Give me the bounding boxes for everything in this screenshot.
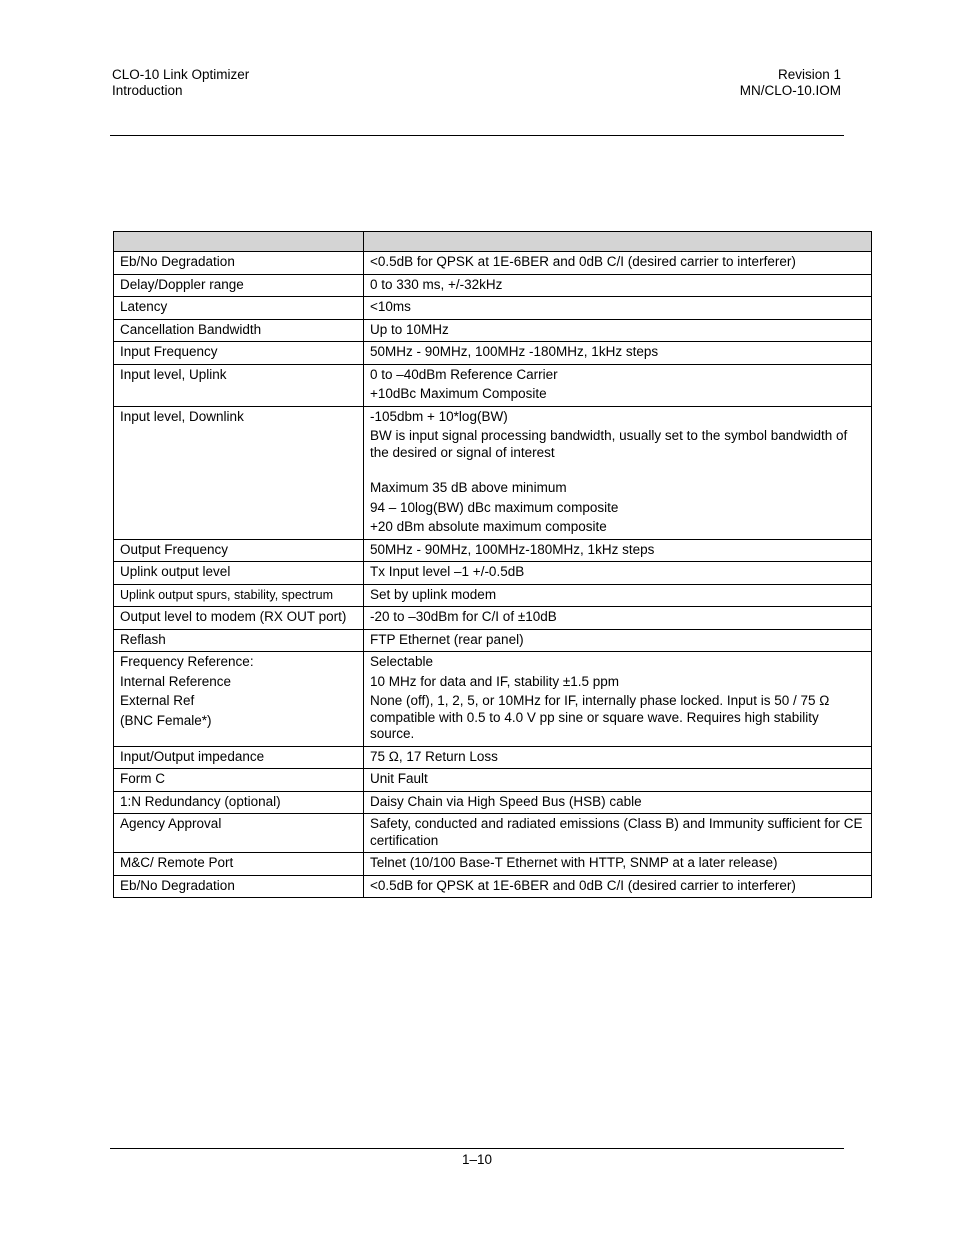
parameter-cell [114, 539, 364, 562]
specification-cell [364, 342, 872, 365]
parameter-cell [114, 791, 364, 814]
cell-text: Telnet (10/100 Base-T Ethernet with HTTP, SNMP at a later release) [370, 855, 778, 870]
table-header-cell-parameter [114, 232, 364, 252]
cell-text: Input Frequency [120, 344, 218, 359]
table-row [114, 274, 872, 297]
parameter-cell [114, 853, 364, 876]
parameter-cell [114, 746, 364, 769]
page-header-left [112, 67, 249, 99]
cell-text: Maximum 35 dB above minimum [370, 480, 567, 495]
parameter-cell [114, 769, 364, 792]
specification-cell [364, 562, 872, 585]
table-row [114, 875, 872, 898]
cell-text: Output level to modem (RX OUT port) [120, 609, 347, 624]
specifications-table [113, 231, 872, 898]
blank-line [370, 461, 865, 477]
cell-text: <0.5dB for QPSK at 1E-6BER and 0dB C/I (desired carrier to interferer) [370, 877, 796, 893]
specification-cell [364, 746, 872, 769]
cell-text: Reflash [120, 631, 166, 647]
cell-text: Input level, Uplink [120, 366, 227, 382]
specification-cell [364, 769, 872, 792]
table-row [114, 364, 872, 406]
cell-text: Selectable [370, 654, 434, 669]
table-row [114, 769, 872, 792]
cell-text: Form C [120, 771, 165, 786]
cell-text: Input/Output impedance [120, 748, 265, 764]
cell-text: Latency [120, 299, 168, 314]
table-row [114, 584, 872, 607]
cell-text: 50MHz - 90MHz, 100MHz -180MHz, 1kHz steps [370, 344, 659, 359]
table-row [114, 853, 872, 876]
specification-cell [364, 584, 872, 607]
cell-text: Eb/No Degradation [120, 254, 235, 269]
table-row [114, 607, 872, 630]
cell-text: 10 MHz for data and IF, stability ±1.5 ppm [370, 673, 620, 689]
specification-cell [364, 319, 872, 342]
cell-text: M&C/ Remote Port [120, 855, 234, 870]
specification-cell [364, 274, 872, 297]
cell-text: -105dbm + 10*log(BW) [370, 408, 508, 424]
cell-text: Agency Approval [120, 816, 222, 831]
cell-text: (BNC Female*) [120, 712, 212, 728]
cell-text: +20 dBm absolute maximum composite [370, 519, 607, 534]
cell-text: 50MHz - 90MHz, 100MHz-180MHz, 1kHz steps [370, 541, 655, 557]
table-header-row [114, 232, 872, 252]
specification-cell [364, 607, 872, 630]
parameter-cell [114, 875, 364, 898]
table-row [114, 652, 872, 747]
table-row [114, 562, 872, 585]
parameter-cell [114, 814, 364, 853]
section-title: Introduction [112, 83, 183, 98]
revision-label: Revision 1 [777, 67, 841, 82]
cell-text: +10dBc Maximum Composite [370, 386, 547, 401]
specification-cell [364, 297, 872, 320]
document-title: CLO-10 Link Optimizer [112, 67, 250, 82]
specification-cell [364, 539, 872, 562]
parameter-cell [114, 319, 364, 342]
table-row [114, 629, 872, 652]
table-header-cell-specification [364, 232, 872, 252]
parameter-cell [114, 252, 364, 275]
table-row [114, 319, 872, 342]
table-row [114, 539, 872, 562]
table-row [114, 342, 872, 365]
cell-text: External Ref [120, 693, 195, 708]
parameter-cell [114, 406, 364, 539]
table-row [114, 252, 872, 275]
parameter-cell [114, 584, 364, 607]
cell-text: Eb/No Degradation [120, 877, 235, 893]
cell-text: <0.5dB for QPSK at 1E-6BER and 0dB C/I (desired carrier to interferer) [370, 254, 796, 269]
page-header-right [740, 67, 841, 99]
cell-text: Unit Fault [370, 771, 428, 786]
parameter-cell [114, 652, 364, 747]
page-number: 1–10 [461, 1152, 493, 1167]
cell-text: 0 to 330 ms, +/-32kHz [370, 276, 503, 292]
cell-text: Output Frequency [120, 541, 229, 557]
cell-text: Frequency Reference: [120, 654, 254, 669]
table-row [114, 297, 872, 320]
cell-text: Up to 10MHz [370, 321, 449, 337]
table-body [114, 252, 872, 898]
specification-cell [364, 791, 872, 814]
cell-text: Set by uplink modem [370, 586, 497, 602]
cell-text: 1:N Redundancy (optional) [120, 793, 281, 809]
specification-cell [364, 406, 872, 539]
cell-text: Uplink output spurs, stability, spectrum [120, 587, 334, 602]
specification-cell [364, 814, 872, 853]
header-divider [110, 135, 844, 136]
parameter-cell [114, 342, 364, 365]
specification-cell [364, 629, 872, 652]
cell-text: Safety, conducted and radiated emissions (Class B) and Immunity sufficient for CE certification [370, 816, 863, 848]
table-row [114, 746, 872, 769]
cell-text: FTP Ethernet (rear panel) [370, 631, 524, 647]
parameter-cell [114, 562, 364, 585]
specification-cell [364, 875, 872, 898]
parameter-cell [114, 607, 364, 630]
specification-cell [364, 853, 872, 876]
parameter-cell [114, 364, 364, 406]
table-row [114, 814, 872, 853]
cell-text: -20 to –30dBm for C/I of ±10dB [370, 609, 557, 624]
parameter-cell [114, 629, 364, 652]
cell-text: Delay/Doppler range [120, 276, 244, 292]
cell-text: BW is input signal processing bandwidth, usually set to the symbol bandwidth of the desired or signal of interest [370, 428, 848, 460]
parameter-cell [114, 274, 364, 297]
specification-cell [364, 364, 872, 406]
document-number: MN/CLO-10.IOM [739, 83, 841, 98]
cell-text: Internal Reference [120, 673, 232, 689]
cell-text: Tx Input level –1 +/-0.5dB [370, 564, 525, 579]
cell-text: 0 to –40dBm Reference Carrier [370, 366, 558, 382]
table-row [114, 406, 872, 539]
specification-cell [364, 252, 872, 275]
cell-text: Uplink output level [120, 564, 231, 579]
specification-cell [364, 652, 872, 747]
cell-text: Input level, Downlink [120, 408, 244, 424]
cell-text: None (off), 1, 2, 5, or 10MHz for IF, internally phase locked. Input is 50 / 75 Ω compatible with 0.5 to 4.0 V pp sine or square wave. Requires high stability source. [370, 693, 830, 741]
cell-text: Daisy Chain via High Speed Bus (HSB) cable [370, 793, 642, 809]
parameter-cell [114, 297, 364, 320]
table-row [114, 791, 872, 814]
cell-text: <10ms [370, 299, 411, 314]
cell-text: 94 – 10log(BW) dBc maximum composite [370, 499, 619, 515]
footer-divider [110, 1148, 844, 1149]
cell-text: Cancellation Bandwidth [120, 321, 262, 337]
cell-text: 75 Ω, 17 Return Loss [370, 748, 498, 764]
